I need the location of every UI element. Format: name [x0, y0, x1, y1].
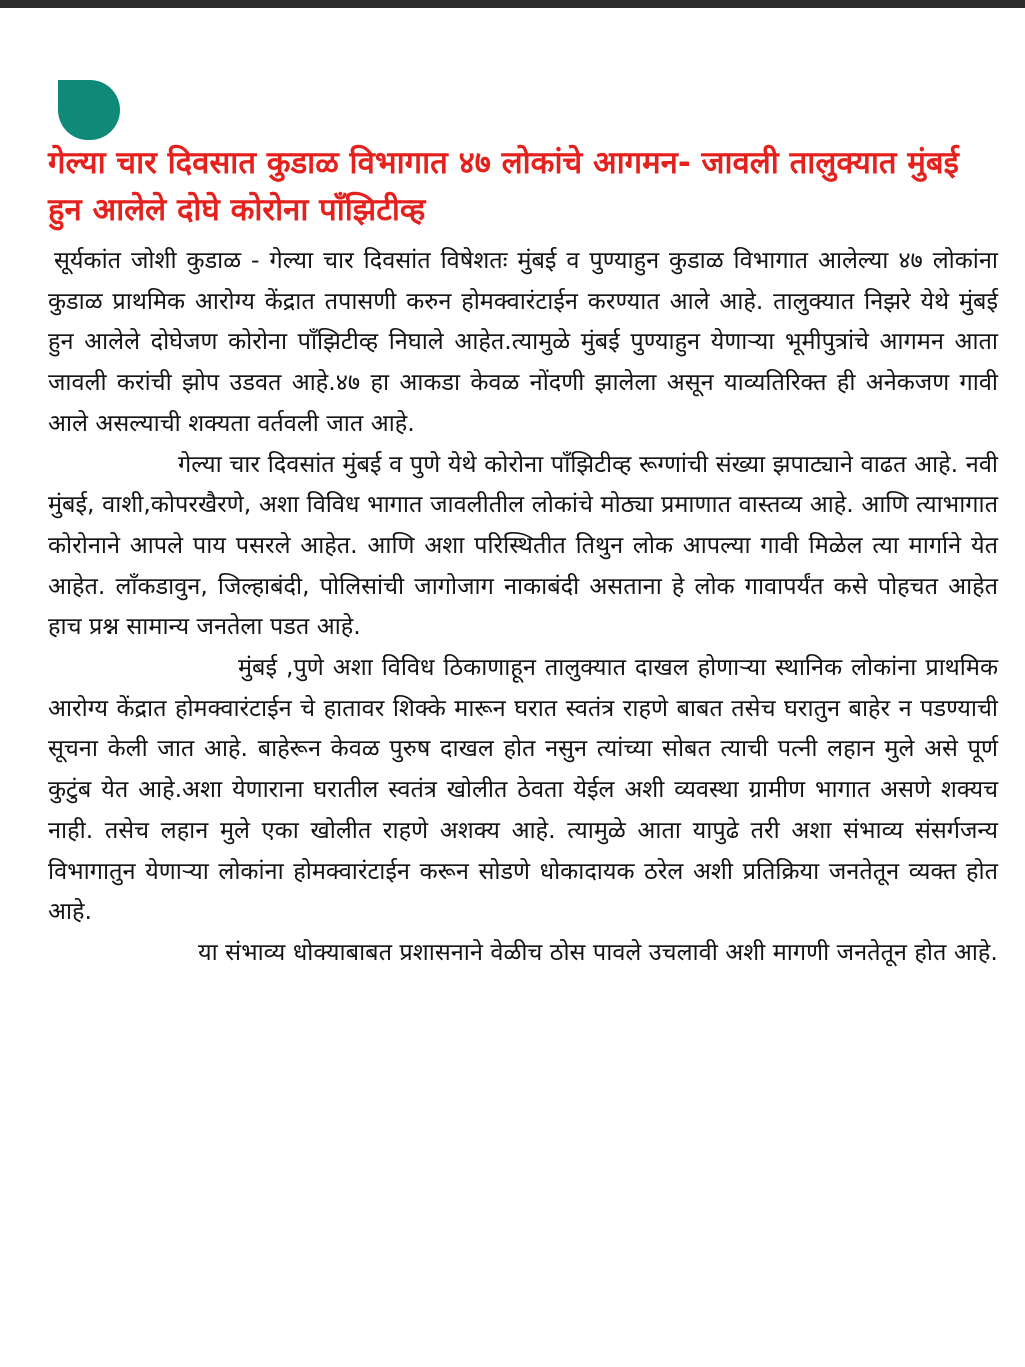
- paragraph-1: सूर्यकांत जोशी कुडाळ - गेल्या चार दिवसांत विषेशतः मुंबई व पुण्याहुन कुडाळ विभागात आलेल्या ४७ लोकांना कुडाळ प्राथमिक आरोग्य केंद्रात तपासणी करुन होमक्वारंटाईन करण्यात आले आहे. तालुक्यात निझरे येथे मुंबई हुन आलेले दोघेजण कोरोना पाँझिटीव्ह निघाले आहेत.त्यामुळे मुंबई पुण्याहुन येणाऱ्या भूमीपुत्रांचे आगमन आता जावली करांची झोप उडवत आहे.४७ हा आकडा केवळ नोंदणी झालेला असून याव्यतिरिक्त ही अनेकजण गावी आले असल्याची शक्यता वर्तवली जात आहे.: [48, 246, 998, 437]
- logo-shape: [58, 80, 120, 140]
- headline: गेल्या चार दिवसात कुडाळ विभागात ४७ लोकांचे आगमन- जावली तालुक्यात मुंबई हुन आलेले दोघे कोरोना पाँझिटीव्ह: [48, 145, 959, 228]
- article-body: [48, 240, 998, 973]
- top-bar: [0, 0, 1025, 8]
- article: [48, 140, 998, 973]
- paragraph-2: गेल्या चार दिवसांत मुंबई व पुणे येथे कोरोना पाँझिटीव्ह रूग्णांची संख्या झपाट्याने वाढत आहे. नवी मुंबई, वाशी,कोपरखैरणे, अशा विविध भागात जावलीतील लोकांचे मोठ्या प्रमाणात वास्तव्य आहे. आणि त्याभागात कोरोनाने आपले पाय पसरले आहेत. आणि अशा परिस्थितीत तिथुन लोक आपल्या गावी मिळेल त्या मार्गाने येत आहेत. लाँकडावुन, जिल्हाबंदी, पोलिसांची जागोजाग नाकाबंदी असताना हे लोक गावापर्यंत कसे पोहचत आहेत हाच प्रश्न सामान्य जनतेला पडत आहे.: [48, 449, 998, 641]
- paragraph-3: मुंबई ,पुणे अशा विविध ठिकाणाहून तालुक्यात दाखल होणाऱ्या स्थानिक लोकांना प्राथमिक आरोग्य केंद्रात होमक्वारंटाईन चे हातावर शिक्के मारून घरात स्वतंत्र राहणे बाबत तसेच घरातुन बाहेर न पडण्याची सूचना केली जात आहे. बाहेरून केवळ पुरुष दाखल होत नसुन त्यांच्या सोबत त्याची पत्नी लहान मुले असे पूर्ण कुटुंब येत आहे.अशा येणाराना घरातील स्वतंत्र खोलीत ठेवता येईल अशी व्यवस्था ग्रामीण भागात असणे शक्यच नाही. तसेच लहान मुले एका खोलीत राहणे अशक्य आहे. त्यामुळे आता यापुढे तरी अशा संभाव्य संसर्गजन्य विभागातुन येणाऱ्या लोकांना होमक्वारंटाईन करून सोडणे धोकादायक ठरेल अशी प्रतिक्रिया जनतेतून व्यक्त होत आहे.: [48, 653, 998, 926]
- paragraph-4: या संभाव्य धोक्याबाबत प्रशासनाने वेळीच ठोस पावले उचलावी अशी मागणी जनतेतून होत आहे.: [198, 937, 998, 966]
